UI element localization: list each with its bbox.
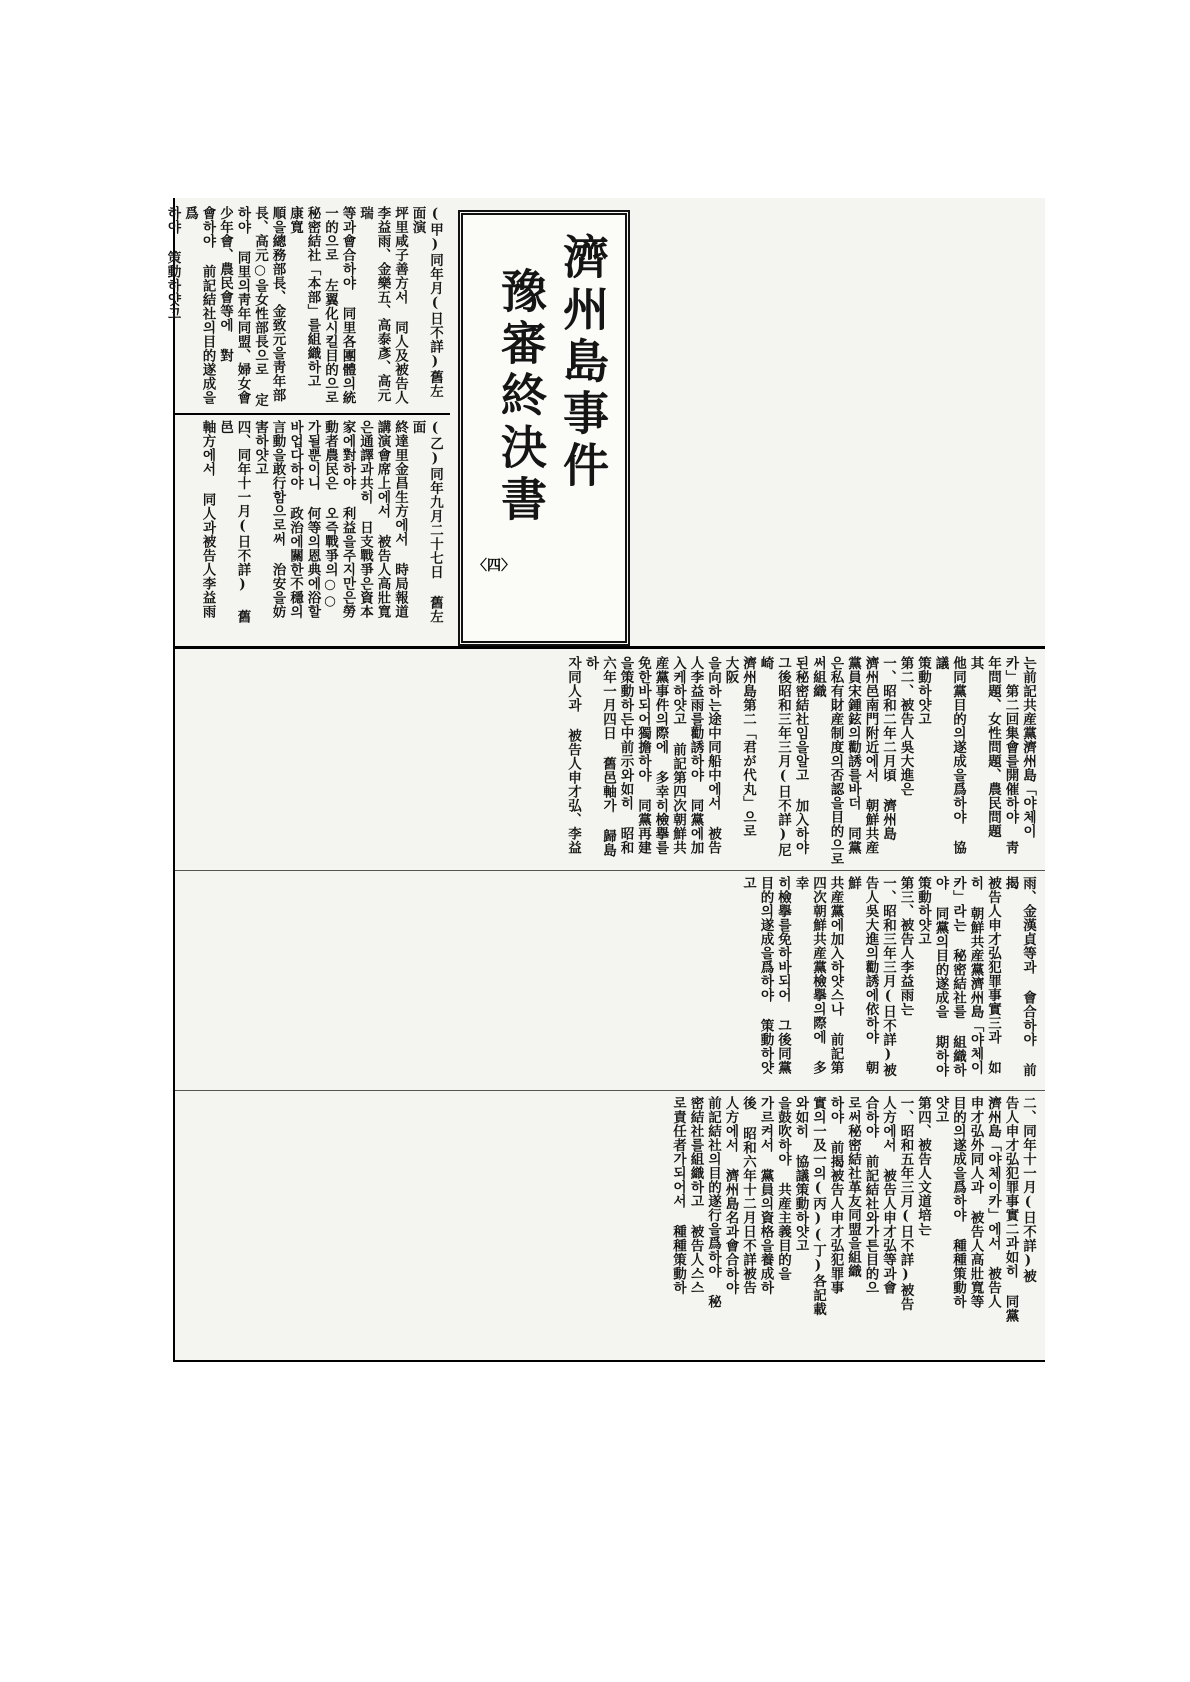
top-left-divider bbox=[175, 413, 450, 415]
bottom-line: 와如히 協議策動하얏고 bbox=[792, 1096, 809, 1253]
bottom-line: 合하야 前記結社와가튼目的으 bbox=[862, 1096, 879, 1295]
top-right-line: 四、同年十一月(日不詳) 舊邑 bbox=[217, 420, 251, 624]
top-right-line: 終達里金昌生方에서 時局報道 bbox=[392, 420, 408, 619]
top-left-line: 坪里咸子善方서 同人及被告人 bbox=[392, 206, 408, 405]
bottom-line: 策動하얏고 bbox=[915, 876, 931, 946]
bottom-line: 을向하는途中同船中에서 被告 bbox=[705, 656, 721, 855]
top-right-line: 講演會席上에서 被告人高壯寬 bbox=[374, 420, 391, 619]
bottom-line: 하야 前揭被告人申才弘犯罪事 bbox=[827, 1096, 844, 1295]
top-left-line: 하야 策動하얏고 bbox=[164, 206, 181, 321]
top-right-line: (乙)同年九月二十七日 舊左面 bbox=[409, 420, 443, 624]
top-left-line: 少年會、農民會等에 對 bbox=[217, 206, 233, 363]
bottom-line: 前記結社의目的遂行을爲하야 秘 bbox=[705, 1096, 721, 1309]
bottom-line: 히檢擧를免하바되어 그後同黨 bbox=[775, 876, 791, 1075]
bottom-line: 黨員宋鍾鉉의勸誘를바더 同黨 bbox=[845, 656, 861, 855]
top-left-line: 하야 同里의靑年同盟、婦女會 bbox=[234, 206, 251, 405]
top-right-line: 바업다하야 政治에關한不穩의 bbox=[287, 420, 303, 619]
bottom-line: 告人吳大進의勸誘에依하야 朝鮮 bbox=[845, 876, 879, 1075]
bottom-line: 人方에서 被告人申才弘等과會 bbox=[880, 1096, 896, 1295]
bottom-line: 被告人申才弘犯罪事實三과 如 bbox=[985, 876, 1001, 1075]
bottom-line: 年問題、女性問題、農民問題 其 bbox=[967, 656, 1001, 838]
bottom-line: 二、同年十一月(日不詳)被 bbox=[1020, 1096, 1036, 1283]
bottom-line: 을鼓吹하야 共産主義目的을 bbox=[775, 1096, 791, 1281]
bottom-line: 實의一及一의(丙)(丁)各記載 bbox=[810, 1096, 826, 1316]
bottom-line: 은私有財産制度의否認을目的으로써組織 bbox=[810, 656, 844, 866]
bottom-line: 濟州島第二「君が代丸」으로 大阪 bbox=[722, 656, 756, 838]
bottom-line: 四次朝鮮共産黨檢擧의際에 多幸 bbox=[792, 876, 826, 1075]
bottom-line: 第三、被告人李益雨는 bbox=[897, 876, 914, 1016]
top-left-line: 秘密結社「本部」를組織하고 康寬 bbox=[287, 206, 321, 388]
bottom-line: 目的의遂成을爲하야 種種策動하 bbox=[950, 1096, 966, 1309]
bottom-band-2 bbox=[181, 876, 1036, 1086]
top-right-line: 家에對하야 利益을주지만은勞 bbox=[339, 420, 356, 619]
bottom-line: 카」第二回集會를開催하야 靑 bbox=[1002, 656, 1019, 855]
top-left-line: 一的으로 左翼化시킬目的으로 bbox=[322, 206, 338, 405]
top-right-line: 가될뿐이니 何等의恩典에浴할 bbox=[304, 420, 321, 619]
top-right-line: 害하얏고 bbox=[252, 420, 268, 476]
bottom-line: 密結社를組織하고 被告人스스 bbox=[687, 1096, 704, 1295]
top-left-line: 順을總務部長、金致元을靑年部 bbox=[269, 206, 286, 402]
headline-line-2: 豫審終決書 bbox=[494, 267, 548, 527]
top-right-column bbox=[181, 420, 443, 628]
bottom-line: 共産黨에加入하얏스나 前記第 bbox=[827, 876, 844, 1075]
bottom-line: 雨、金漢貞等과 會合하야 前揭 bbox=[1002, 876, 1036, 1077]
top-left-line: 會하야 前記結社의目的遂成을爲 bbox=[182, 206, 216, 405]
bottom-line: 된秘密結社임을알고 加入하야 bbox=[792, 656, 809, 855]
top-left-line: 等과會合하야 同里各團體의統 bbox=[339, 206, 356, 405]
bottom-line: 六年一月四日 舊邑軸가 歸島하 bbox=[582, 656, 616, 857]
bottom-line: 人李益雨를勸誘하야 同黨에加 bbox=[687, 656, 704, 855]
bottom-line: 그後昭和三年三月(日不詳)尼崎 bbox=[757, 656, 791, 857]
bottom-line: 얏고 bbox=[932, 1096, 949, 1124]
bottom-line: 産黨事件의際에 多幸히檢擧를 bbox=[652, 656, 669, 855]
band-divider-1 bbox=[175, 870, 1045, 871]
bottom-line: 目的의遂成을爲하야 策動하얏고 bbox=[740, 876, 774, 1075]
top-left-line: (甲)同年月(日不詳)舊左面演 bbox=[409, 206, 443, 398]
bottom-line: 로써秘密結社革友同盟을組織 bbox=[845, 1096, 861, 1278]
top-left-line: 李益雨、金樂五、高泰彥、高元瑞 bbox=[357, 206, 391, 402]
section-divider bbox=[175, 646, 1045, 649]
headline-line-1: 濟州島事件 bbox=[556, 233, 610, 493]
bottom-line: 히 朝鮮共産黨濟州島「야체이 bbox=[967, 876, 984, 1075]
top-left-line: 長、高元○을女性部長으로 定 bbox=[252, 206, 268, 407]
bottom-line: 入케하얏고 前記第四次朝鮮共 bbox=[670, 656, 686, 855]
bottom-line: 카」라는 秘密結社를 組織하 bbox=[950, 876, 966, 1077]
bottom-line: 免한바되어獨擔하야 同黨再建 bbox=[635, 656, 651, 855]
bottom-line: 申才弘外同人과 被告人高壯寬等 bbox=[967, 1096, 984, 1309]
bottom-line: 後 昭和六年十二月日不詳被告 bbox=[740, 1096, 756, 1295]
bottom-line: 一、昭和二年二月頃 濟州島 bbox=[880, 656, 896, 841]
bottom-line: 告人申才弘犯罪事實二과如히 同黨 bbox=[1002, 1096, 1019, 1323]
newspaper-clipping bbox=[164, 198, 1045, 1362]
bottom-line: 가르켜서 黨員의資格을養成하 bbox=[757, 1096, 774, 1295]
series-part: 〈四〉 bbox=[473, 558, 515, 574]
bottom-line: 을策動하든中前示와如히 昭和 bbox=[617, 656, 634, 855]
bottom-band-1 bbox=[181, 656, 1036, 866]
bottom-line: 로責任者가되어서 種種策動하 bbox=[670, 1096, 686, 1295]
bottom-line: 자同人과 被告人申才弘、李益 bbox=[565, 656, 581, 855]
headline-box bbox=[458, 210, 630, 646]
bottom-line: 一、昭和五年三月(日不詳)被告 bbox=[897, 1096, 914, 1311]
top-right-line: 은通譯과共히 日支戰爭은資本 bbox=[357, 420, 373, 619]
top-left-column bbox=[164, 206, 443, 411]
bottom-line: 人方에서 濟州島名과會合하야 bbox=[722, 1096, 739, 1295]
bottom-band-3 bbox=[181, 1096, 1036, 1354]
bottom-line: 策動하얏고 bbox=[915, 656, 931, 726]
bottom-line: 一、昭和三年三月(日不詳)被 bbox=[880, 876, 896, 1077]
bottom-line: 야 同黨의目的遂成을 期하야 bbox=[932, 876, 949, 1077]
bottom-line: 第二、被告人吳大進은 bbox=[897, 656, 914, 796]
bottom-line: 濟州邑南門附近에서 朝鮮共産 bbox=[862, 656, 879, 855]
band-divider-2 bbox=[175, 1090, 1045, 1091]
top-right-line: 軸方에서 同人과被告人李益雨 bbox=[199, 420, 216, 619]
bottom-line: 濟州島「야체이카」에서 被告人 bbox=[985, 1096, 1001, 1309]
bottom-line: 는前記共産黨濟州島「야체이 bbox=[1020, 656, 1036, 838]
top-right-line: 言動을敢行함으로써 治安을妨 bbox=[269, 420, 286, 619]
bottom-line: 他同黨目的의遂成을爲하야 協議 bbox=[932, 656, 966, 855]
top-right-line: 動者農民은 오즉戰爭의○○ bbox=[322, 420, 338, 610]
bottom-line: 第四、被告人文道培는 bbox=[915, 1096, 931, 1236]
